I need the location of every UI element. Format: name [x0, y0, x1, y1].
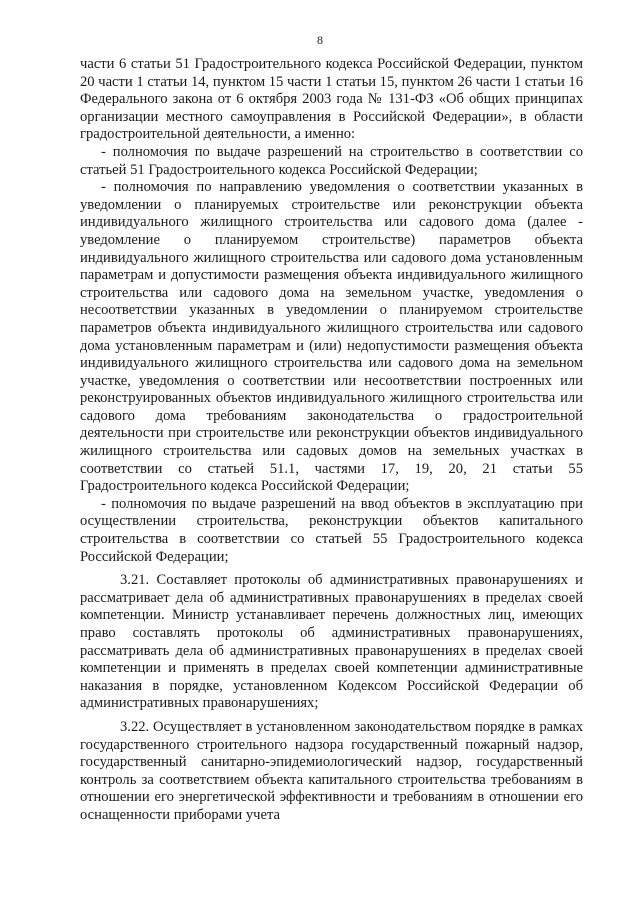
paragraph: - полномочия по выдаче разрешений на строительство в соответствии со статьей 51 Градостроительного кодекса Российской Федерации; [80, 143, 583, 178]
paragraph: части 6 статьи 51 Градостроительного кодекса Российской Федерации, пунктом 20 части 1 статьи 14, пунктом 15 части 1 статьи 15, пунктом 26 части 1 статьи 16 Федерального закона от 6 октября 2003 года № 131-ФЗ «Об общих принципах организации местного самоуправления в Российской Федерации», в области градостроительной деятельности, а именно: [80, 56, 584, 143]
paragraph: 3.22. Осуществляет в установленном законодательством порядке в рамках государственного строительного надзора государственный пожарный надзор, государственный санитарно-эпидемиологический надзор, государственный контроль за соответствием объекта капитального строительства требованиям в отношении его энергетической эффективности и требованиям в отношении его оснащенности приборами учета [80, 718, 583, 823]
document-body [80, 56, 583, 825]
page-number: 8 [317, 33, 323, 47]
paragraph: 3.21. Составляет протоколы об административных правонарушениях и рассматривает дела об административных правонарушениях в пределах своей компетенции. Министр устанавливает перечень должностных лиц, имеющих право составлять протоколы об административных правонарушениях, рассматривать дела об административных правонарушениях в пределах своей компетенции и применять в пределах своей компетенции административные наказания в порядке, установленном Кодексом Российской Федерации об административных правонарушениях; [80, 572, 583, 712]
paragraph: - полномочия по направлению уведомления о соответствии указанных в уведомлении о планируемых строительстве или реконструкции объекта индивидуального жилищного строительства или садового дома (далее - уведомление о планируемом строительстве) параметров объекта индивидуального жилищного строительства или садового дома установленным параметрам и допустимости размещения объекта индивидуального жилищного строительства или садового дома на земельном участке, уведомления о несоответствии указанных в уведомлении о планируемом строительстве параметров объекта индивидуального жилищного строительства или садового дома установленным параметрам и (или) недопустимости размещения объекта индивидуального жилищного строительства или садового дома на земельном участке, уведомления о соответствии или несоответствии построенных или реконструированных объектов индивидуального жилищного строительства или садового дома требованиям законодательства о градостроительной деятельности при строительстве или реконструкции объектов индивидуального жилищного строительства или садовых домов на земельных участках в соответствии со статьей 51.1, частями 17, 19, 20, 21 статьи 55 Градостроительного кодекса Российской Федерации; [80, 179, 583, 495]
paragraph: - полномочия по выдаче разрешений на ввод объектов в эксплуатацию при осуществлении строительства, реконструкции объектов капитального строительства в соответствии со статьей 55 Градостроительного кодекса Российской Федерации; [80, 495, 583, 565]
